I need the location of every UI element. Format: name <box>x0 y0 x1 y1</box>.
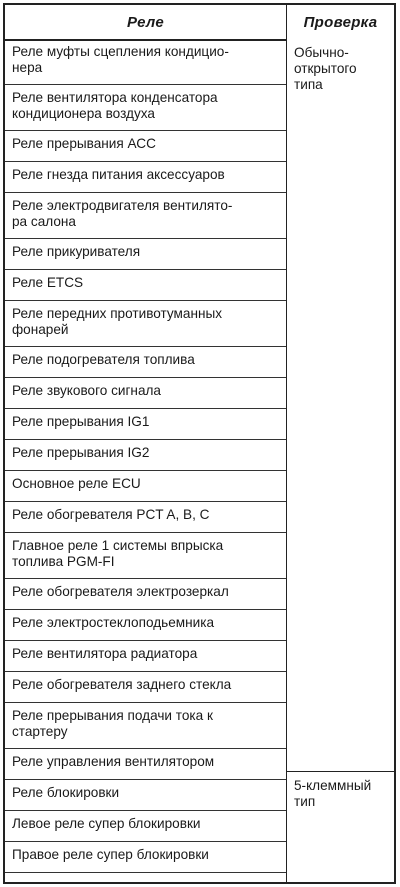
table-row <box>5 502 286 533</box>
relay-name-cell <box>12 275 83 291</box>
relay-name-line: Реле муфты сцепления кондицио- <box>12 44 229 59</box>
relay-name-cell <box>12 414 149 430</box>
table-row <box>5 842 286 873</box>
relay-name-cell <box>12 677 231 693</box>
table-row <box>5 471 286 502</box>
relay-name-line: Основное реле ECU <box>12 476 141 491</box>
relay-name-cell <box>12 306 222 338</box>
relay-name-line: кондиционера воздуха <box>12 106 155 121</box>
relay-name-line: Реле прерывания IG1 <box>12 414 150 429</box>
table-row <box>5 409 286 440</box>
relay-name-cell <box>12 754 214 770</box>
relay-name-line: Реле прерывания АСС <box>12 136 156 151</box>
relay-name-cell <box>12 383 161 399</box>
table-row <box>5 378 286 409</box>
relay-name-line: Реле управления вентилятором <box>12 754 215 769</box>
table-header <box>5 5 394 41</box>
table-row <box>5 270 286 301</box>
relay-name-line: Реле подогревателя топлива <box>12 352 195 367</box>
relay-name-line: Реле вентилятора конденсатора <box>12 90 218 105</box>
table-row <box>5 131 286 162</box>
relay-name-line: Реле обогревателя PCT A, B, C <box>12 507 210 522</box>
relay-name-line: Реле обогревателя электрозеркал <box>12 584 229 599</box>
relay-name-cell <box>12 44 229 76</box>
relay-name-cell <box>12 507 209 523</box>
relay-name-line: Реле ETCS <box>12 275 84 290</box>
relay-name-line: Реле звукового сигнала <box>12 383 161 398</box>
table-row <box>5 533 286 579</box>
table-row <box>5 347 286 378</box>
table-row <box>5 780 286 811</box>
relay-name-line: Реле блокировки <box>12 785 120 800</box>
relay-name-line: нера <box>12 60 43 75</box>
relay-name-line: Реле обогревателя заднего стекла <box>12 677 232 692</box>
relay-name-cell <box>12 584 229 600</box>
relay-name-line: Главное реле 1 системы впрыска <box>12 538 224 553</box>
table-row <box>5 440 286 471</box>
relay-name-line: Реле прикуривателя <box>12 244 141 259</box>
relay-name-cell <box>12 90 218 122</box>
header-check-label: Проверка <box>303 13 378 31</box>
table-row <box>5 39 286 85</box>
header-relay-cell <box>5 5 286 39</box>
table-row <box>5 301 286 347</box>
table-row <box>5 193 286 239</box>
relay-name-cell <box>12 646 197 662</box>
relay-name-line: стартеру <box>12 724 68 739</box>
relay-name-line: Реле передних противотуманных <box>12 306 223 321</box>
relay-name-line: Правое реле супер блокировки <box>12 847 209 862</box>
relay-name-line: Реле электродвигателя вентилято- <box>12 198 233 213</box>
relay-name-line: фонарей <box>12 322 69 337</box>
relay-name-cell <box>12 708 213 740</box>
check-type-line: Обычно- <box>294 45 349 60</box>
relay-name-cell <box>12 615 214 631</box>
relay-name-line: Реле прерывания подачи тока к <box>12 708 213 723</box>
relay-name-cell <box>12 538 223 570</box>
relay-name-cell <box>12 785 119 801</box>
header-check-cell <box>286 5 394 39</box>
check-type-cell <box>286 39 394 772</box>
relay-name-line: Реле гнезда питания аксессуаров <box>12 167 225 182</box>
table-row <box>5 610 286 641</box>
table-row <box>5 579 286 610</box>
table-row <box>5 162 286 193</box>
header-relay-label: Реле <box>126 13 164 31</box>
check-type-line: тип <box>294 794 316 809</box>
relay-name-cell <box>12 476 141 492</box>
relay-name-cell <box>12 136 156 152</box>
table-row <box>5 239 286 270</box>
relay-name-cell <box>12 816 200 832</box>
relay-name-cell <box>12 847 209 863</box>
table-row <box>5 85 286 131</box>
relay-name-cell <box>12 445 149 461</box>
relay-name-line: Левое реле супер блокировки <box>12 816 201 831</box>
check-type-line: открытого типа <box>294 61 357 92</box>
relay-name-cell <box>12 198 232 230</box>
table-row <box>5 672 286 703</box>
relay-name-line: ра салона <box>12 214 76 229</box>
table-row <box>5 749 286 780</box>
relay-name-line: Реле электростеклоподьемника <box>12 615 215 630</box>
relay-name-line: топлива PGM-FI <box>12 554 115 569</box>
relay-name-cell <box>12 352 195 368</box>
relay-name-line: Реле вентилятора радиатора <box>12 646 198 661</box>
table-row <box>5 641 286 672</box>
relay-name-line: Реле прерывания IG2 <box>12 445 150 460</box>
relay-name-cell <box>12 167 225 183</box>
table-row <box>5 811 286 842</box>
check-type-line: 5-клеммный <box>294 778 372 793</box>
table-row <box>5 703 286 749</box>
relay-check-table <box>3 3 396 884</box>
table-body <box>5 39 394 882</box>
check-type-cell <box>286 772 394 882</box>
relay-name-cell <box>12 244 140 260</box>
